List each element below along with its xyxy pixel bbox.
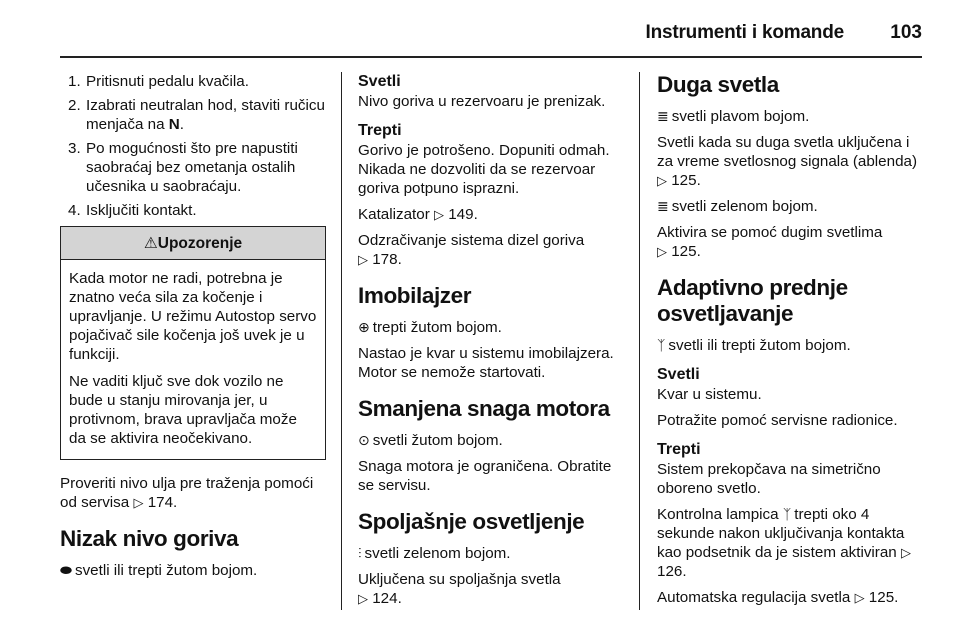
paragraph: ≣ svetli zelenom bojom. [657,198,818,215]
column-3 [657,72,923,614]
list-item: 1. Pritisnuti pedalu kvačila. [68,73,249,90]
paragraph: Katalizator ▷ 149. [358,206,478,223]
subheading: Svetli [358,73,401,90]
paragraph: ≣ svetli plavom bojom. [657,108,810,125]
immobilizer-icon: ⊕ [358,319,370,335]
subheading: Trepti [358,122,402,139]
subheading: Trepti [657,441,701,458]
reference-arrow-icon: ▷ [358,591,368,606]
adaptive-light-icon: ᛉ [782,506,792,522]
paragraph: Automatska regulacija svetla ▷ 125. [657,589,899,606]
paragraph: Nastao je kvar u sistemu imobilajzera. Motor se nemože startovati. [358,345,614,381]
reference-arrow-icon: ▷ [133,495,144,510]
section-heading: Spoljašnje osvetljenje [358,509,585,534]
warning-text: Ne vaditi ključ sve dok vozilo ne bude u stanju mirovanja jer, u protivnom, brava upravljača može da se aktivira neočekivano. [69,373,297,447]
column-divider [639,72,640,610]
fuel-warning-icon: ⬬ [60,562,72,578]
column-2 [358,72,624,615]
section-heading: Adaptivno prednje osvetljavanje [657,275,848,326]
section-heading: Nizak nivo goriva [60,526,239,551]
reference-arrow-icon: ▷ [657,173,667,188]
paragraph: Uključena su spoljašnja svetla ▷ 124. [358,571,561,607]
warning-icon: ⚠ [143,235,158,252]
reference-arrow-icon: ▷ [358,252,368,267]
paragraph: Kvar u sistemu. [657,386,762,403]
warning-text: Kada motor ne radi, potrebna je znatno veća sila za kočenje i upravljanje. U režimu Autostop servo pojačivač sile kočenja još uvek je u funkciji. [69,270,317,363]
subheading: Svetli [657,366,700,383]
engine-power-icon: ⊙ [358,432,370,448]
list-item: 3. Po mogućnosti što pre napustiti saobraćaj bez ometanja ostalih učesnika u saobraćaju. [68,140,298,195]
paragraph: Aktivira se pomoć dugim svetlima ▷ 125. [657,224,883,260]
page-number: 103 [890,22,922,43]
paragraph: Potražite pomoć servisne radionice. [657,412,898,429]
section-heading: Imobilajzer [358,283,472,308]
paragraph: Snaga motora je ograničena. Obratite se servisu. [358,458,612,494]
paragraph: Sistem prekopčava na simetrično oboreno svetlo. [657,461,881,497]
adaptive-light-icon: ᛉ [657,337,666,353]
column-divider [341,72,342,610]
warning-header [61,227,325,260]
paragraph: ⫶ svetli zelenom bojom. [358,545,511,562]
paragraph: Odzračivanje sistema dizel goriva ▷ 178. [358,232,585,268]
paragraph: ⬬ svetli ili trepti žutom bojom. [60,562,258,579]
reference-arrow-icon: ▷ [434,207,444,222]
paragraph: ᛉ svetli ili trepti žutom bojom. [657,337,851,354]
paragraph: Kontrolna lampica ᛉ trepti oko 4 sekunde nakon uključivanja kontakta kao podsetnik da je sistem aktiviran ▷ 126. [657,506,911,580]
paragraph: Nivo goriva u rezervoaru je prenizak. [358,93,606,110]
reference-arrow-icon: ▷ [657,244,667,259]
paragraph: ⊙ svetli žutom bojom. [358,432,503,449]
paragraph: Gorivo je potrošeno. Dopuniti odmah. Nikada ne dozvoliti da se rezervoar goriva potpuno isprazni. [358,142,610,197]
reference-arrow-icon: ▷ [854,590,865,605]
high-beam-assist-icon: ≣ [657,198,669,214]
page-header [60,18,922,58]
list-item: 2. Izabrati neutralan hod, staviti ručicu menjača na N. [68,97,325,133]
warning-body [61,260,325,459]
section-title: Instrumenti i komande [645,22,844,43]
column-1 [60,72,326,587]
warning-title: Upozorenje [157,235,243,252]
warning-box [60,226,326,460]
section-heading: Smanjena snaga motora [358,396,610,421]
steps-list [60,72,326,220]
list-item: 4. Isključiti kontakt. [68,202,197,219]
reference-arrow-icon: ▷ [900,545,911,560]
high-beam-icon: ≣ [657,108,669,124]
paragraph: Svetli kada su duga svetla uključena i za vreme svetlosnog signala (ablenda) ▷ 125. [657,134,918,189]
section-heading: Duga svetla [657,72,779,97]
paragraph: ⊕ trepti žutom bojom. [358,319,502,336]
exterior-light-icon: ⫶ [358,545,362,561]
paragraph: Proveriti nivo ulja pre traženja pomoći od servisa ▷ 174. [60,475,314,511]
